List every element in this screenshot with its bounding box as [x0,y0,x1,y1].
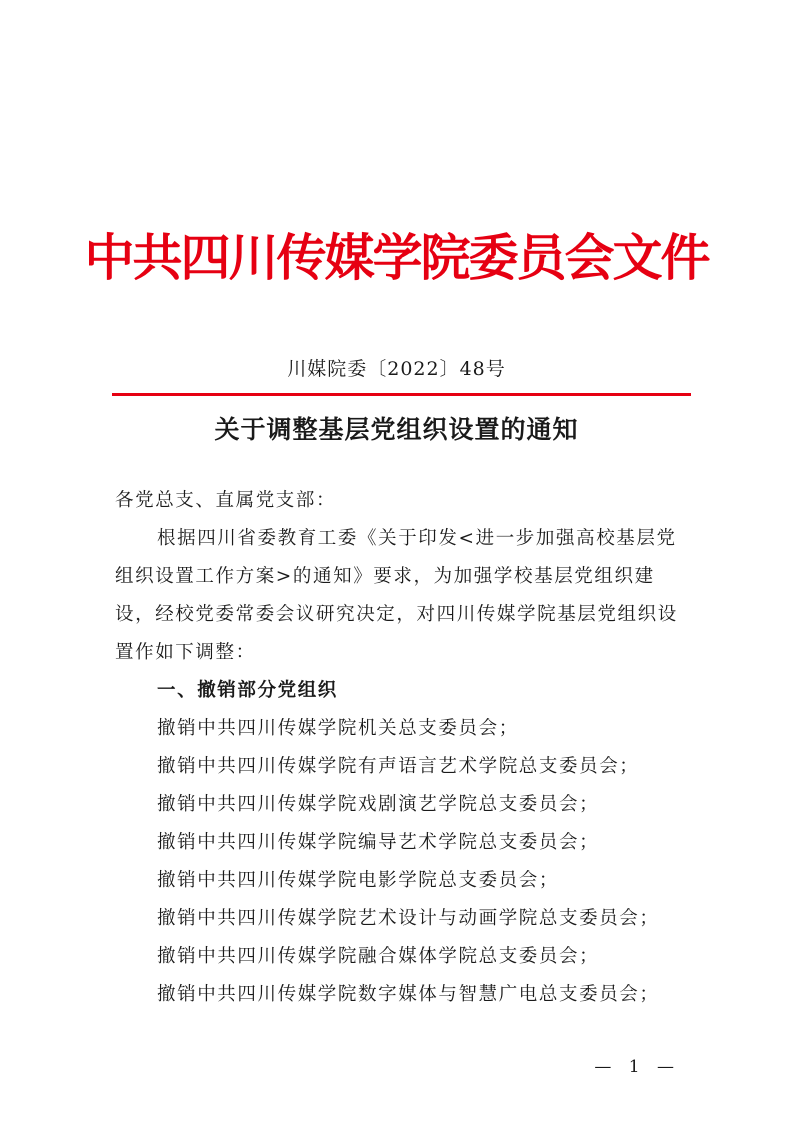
intro-paragraph: 根据四川省委教育工委《关于印发<进一步加强高校基层党组织设置工作方案>的通知》要求，为加强学校基层党组织建设，经校党委常委会议研究决定，对四川传媒学院基层党组织设置作如下调整： [115,528,678,663]
list-item: 撤销中共四川传媒学院艺术设计与动画学院总支委员会； [157,908,660,929]
document-number: 川媒院委〔2022〕48号 [287,358,506,380]
list-item: 撤销中共四川传媒学院机关总支委员会； [157,718,519,739]
list-item: 撤销中共四川传媒学院数字媒体与智慧广电总支委员会； [157,984,660,1005]
section-heading: 一、撤销部分党组织 [157,680,338,701]
salutation: 各党总支、直属党支部： [115,490,337,511]
list-item: 撤销中共四川传媒学院编导艺术学院总支委员会； [157,832,600,853]
page-number: — 1 — [594,1057,680,1077]
masthead-title: 中共四川传媒学院委员会文件 [84,228,709,287]
notice-title: 关于调整基层党组织设置的通知 [214,415,579,444]
document-body [115,482,685,1014]
list-item: 撤销中共四川传媒学院融合媒体学院总支委员会； [157,946,600,967]
list-item: 撤销中共四川传媒学院电影学院总支委员会； [157,870,560,891]
list-item: 撤销中共四川传媒学院有声语言艺术学院总支委员会； [157,756,640,777]
list-item: 撤销中共四川传媒学院戏剧演艺学院总支委员会； [157,794,600,815]
red-divider-line [112,393,691,396]
